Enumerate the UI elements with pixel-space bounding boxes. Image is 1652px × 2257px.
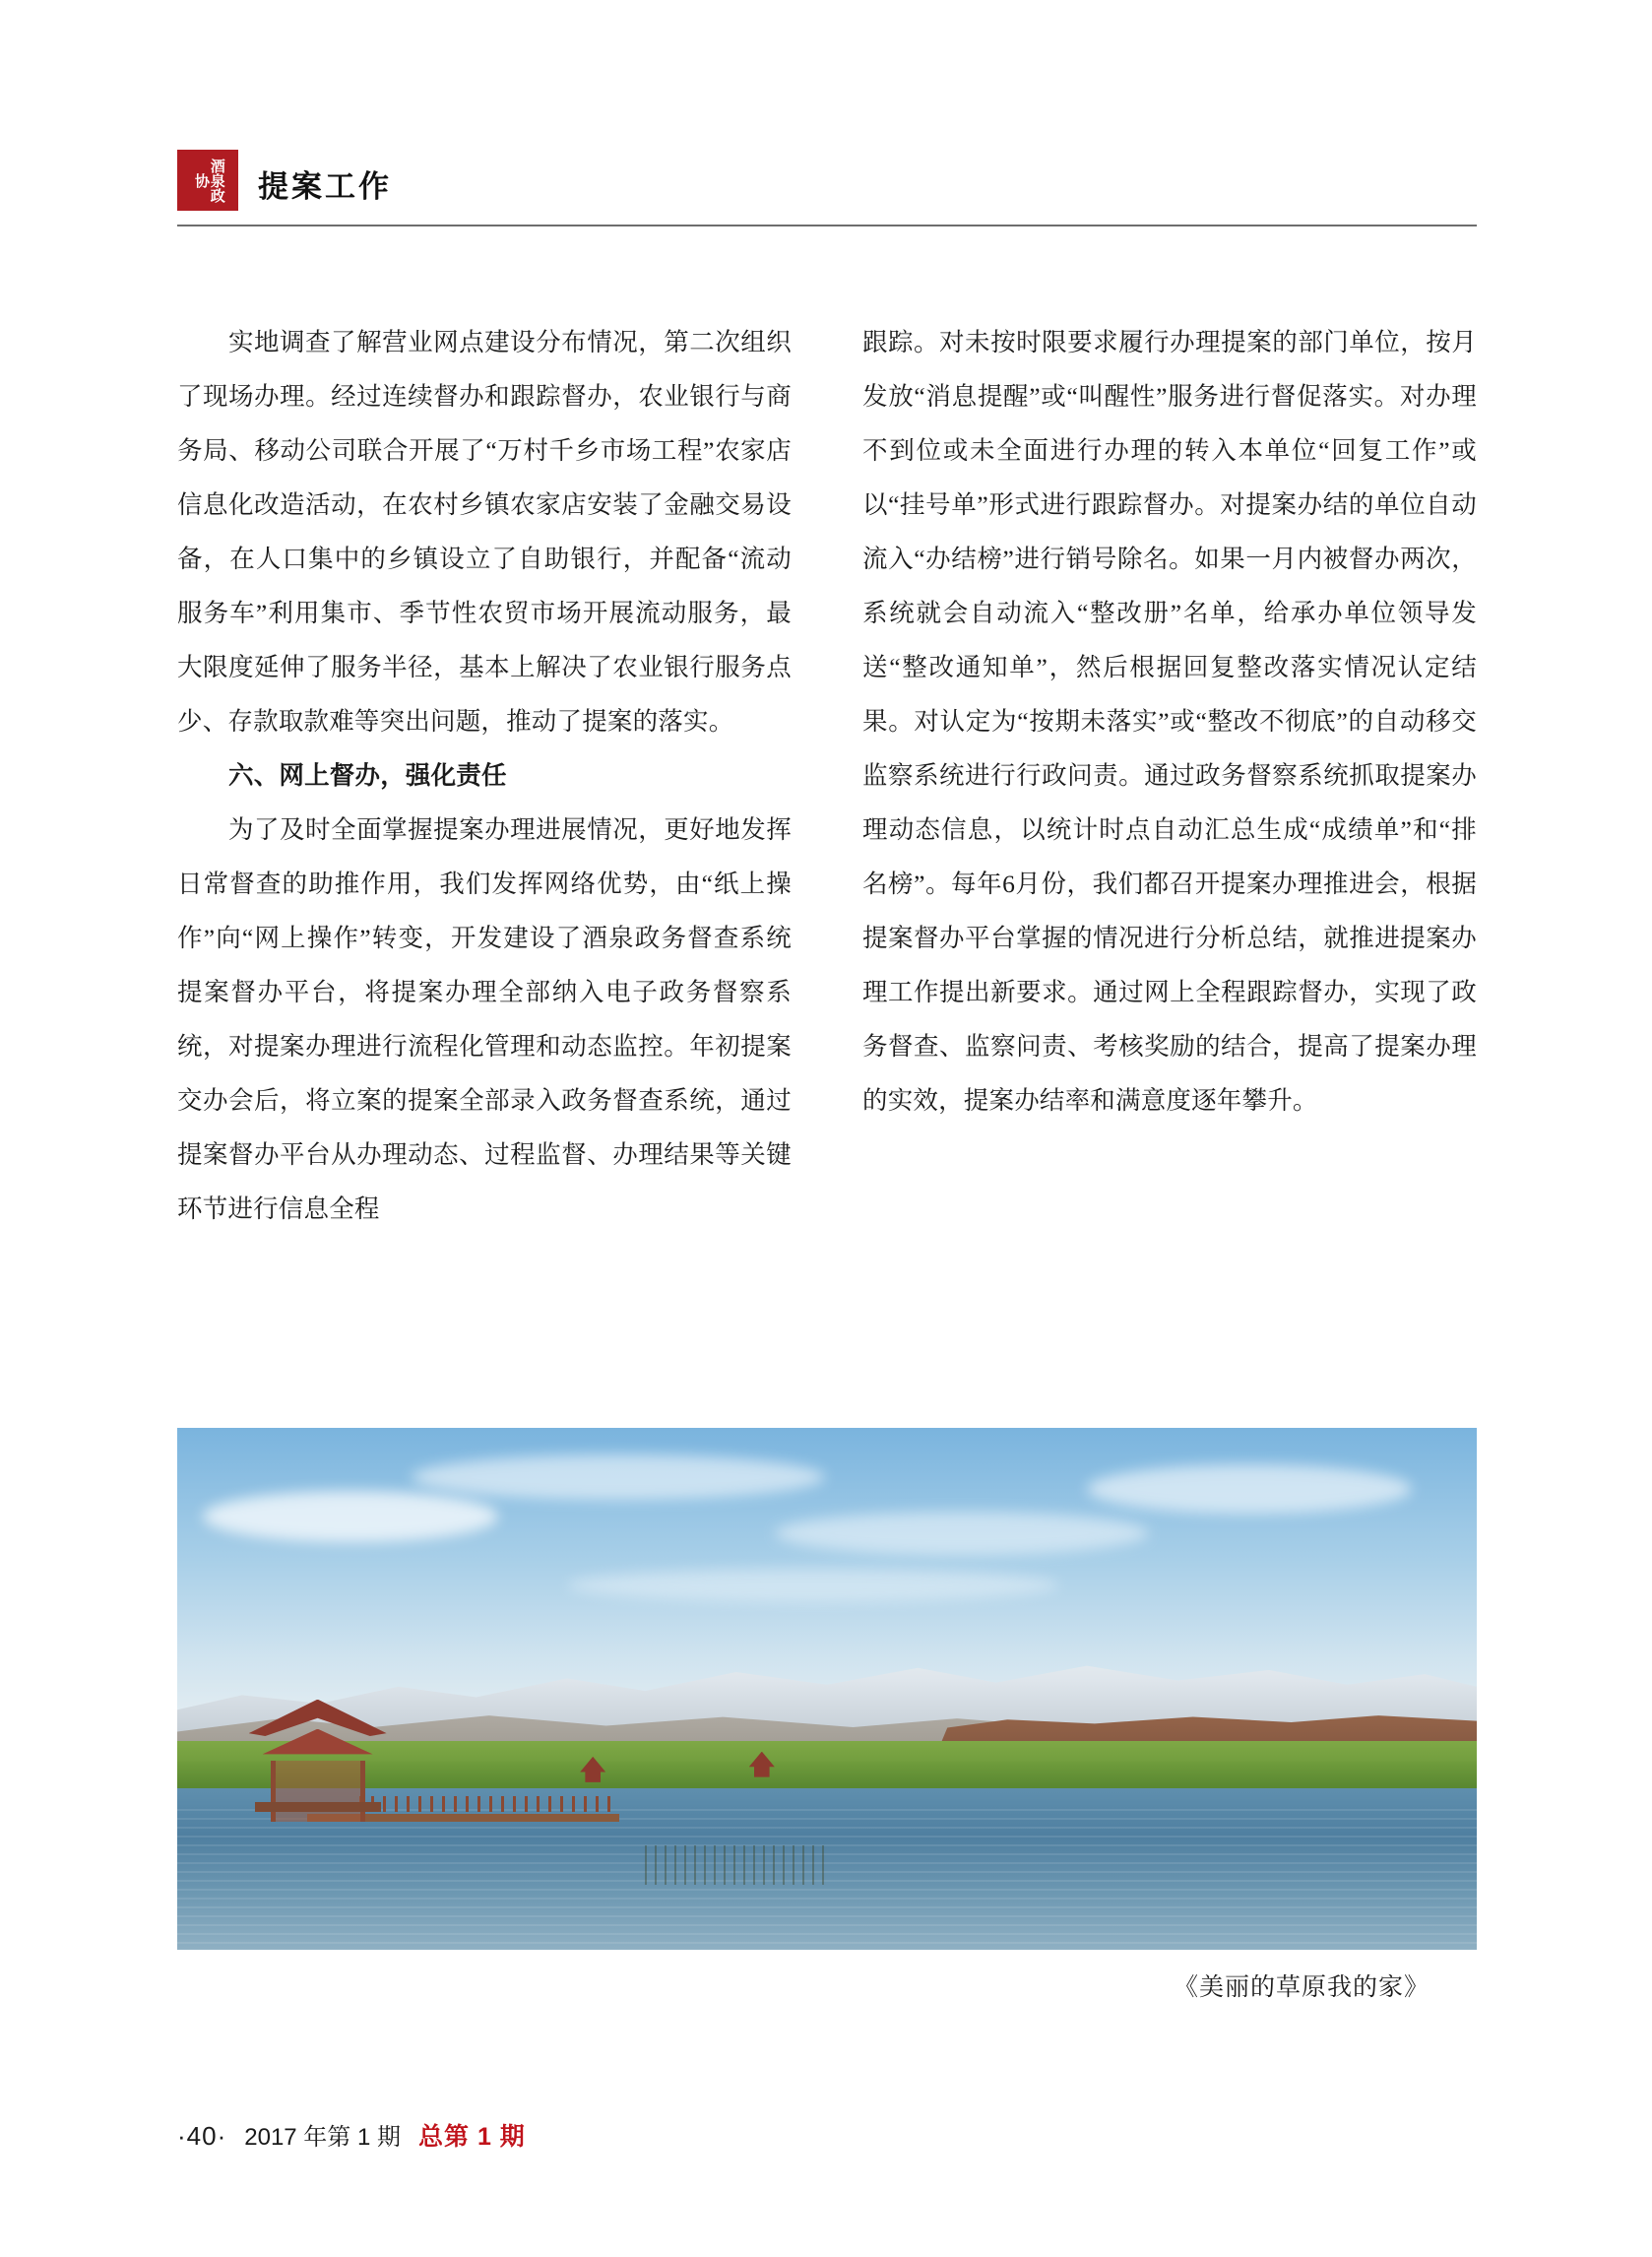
section-title: 提案工作: [258, 169, 392, 204]
boardwalk-railing: [359, 1796, 619, 1812]
issue-total-label: 总第 1 期: [418, 2123, 526, 2151]
cloud: [775, 1512, 1149, 1555]
photo-figure: [177, 1428, 1477, 2001]
paragraph: 为了及时全面掌握提案办理进展情况，更好地发挥日常督查的助推作用，我们发挥网络优势，由“纸上操作”向“网上操作”转变，开发建设了酒泉政务督查系统提案督办平台，将提案办理全部纳入电子政务督察系统，对提案办理进行流程化管理和动态监控。年初提案交办会后，将立案的提案全部录入政务督查系统，通过提案督办平台从办理动态、过程监督、办理结果等关键环节进行信息全程: [177, 815, 792, 1223]
publication-logo: 酒泉政协: [177, 150, 238, 211]
cloud: [412, 1454, 825, 1500]
grassland-lake-pavilion-photo: [177, 1428, 1477, 1950]
article-body: [177, 315, 1477, 1236]
header-divider: [177, 225, 1477, 226]
pavilion-columns: [271, 1761, 365, 1822]
paragraph: 实地调查了解营业网点建设分布情况，第二次组织了现场办理。经过连续督办和跟踪督办，农业银行与商务局、移动公司联合开展了“万村千乡市场工程”农家店信息化改造活动，在农村乡镇农家店安装了金融交易设备，在人口集中的乡镇设立了自助银行，并配备“流动服务车”利用集市、季节性农贸市场开展流动服务，最大限度延伸了服务半径，基本上解决了农业银行服务点少、存款取款难等突出问题，推动了提案的落实。: [177, 328, 792, 736]
cloud: [567, 1569, 1059, 1602]
main-pavilion: [249, 1700, 387, 1847]
reeds: [645, 1845, 827, 1885]
page-number: ·40·: [177, 2121, 227, 2151]
cloud: [1087, 1464, 1412, 1514]
left-column: [177, 315, 792, 1236]
right-column: [862, 315, 1477, 1236]
issue-label: 2017 年第 1 期: [244, 2124, 401, 2151]
page-header: [177, 148, 1477, 226]
photo-caption: 《美丽的草原我的家》: [1173, 1974, 1430, 2001]
subsection-heading: 六、网上督办，强化责任: [228, 761, 507, 790]
paragraph: 跟踪。对未按时限要求履行办理提案的部门单位，按月发放“消息提醒”或“叫醒性”服务进行督促落实。对办理不到位或未全面进行办理的转入本单位“回复工作”或以“挂号单”形式进行跟踪督办。对提案办结的单位自动流入“办结榜”进行销号除名。如果一月内被督办两次，系统就会自动流入“整改册”名单，给承办单位领导发送“整改通知单”，然后根据回复整改落实情况认定结果。对认定为“按期未落实”或“整改不彻底”的自动移交监察系统进行行政问责。通过政务督察系统抓取提案办理动态信息，以统计时点自动汇总生成“成绩单”和“排名榜”。每年6月份，我们都召开提案办理推进会，根据提案督办平台掌握的情况进行分析总结，就推进提案办理工作提出新要求。通过网上全程跟踪督办，实现了政务督查、监察问责、考核奖励的结合，提高了提案办理的实效，提案办结率和满意度逐年攀升。: [862, 328, 1477, 1115]
pavilion-roof-lower: [263, 1729, 373, 1763]
page-footer: [177, 2117, 1477, 2153]
cloud: [203, 1491, 498, 1542]
pavilion-deck: [255, 1802, 381, 1812]
